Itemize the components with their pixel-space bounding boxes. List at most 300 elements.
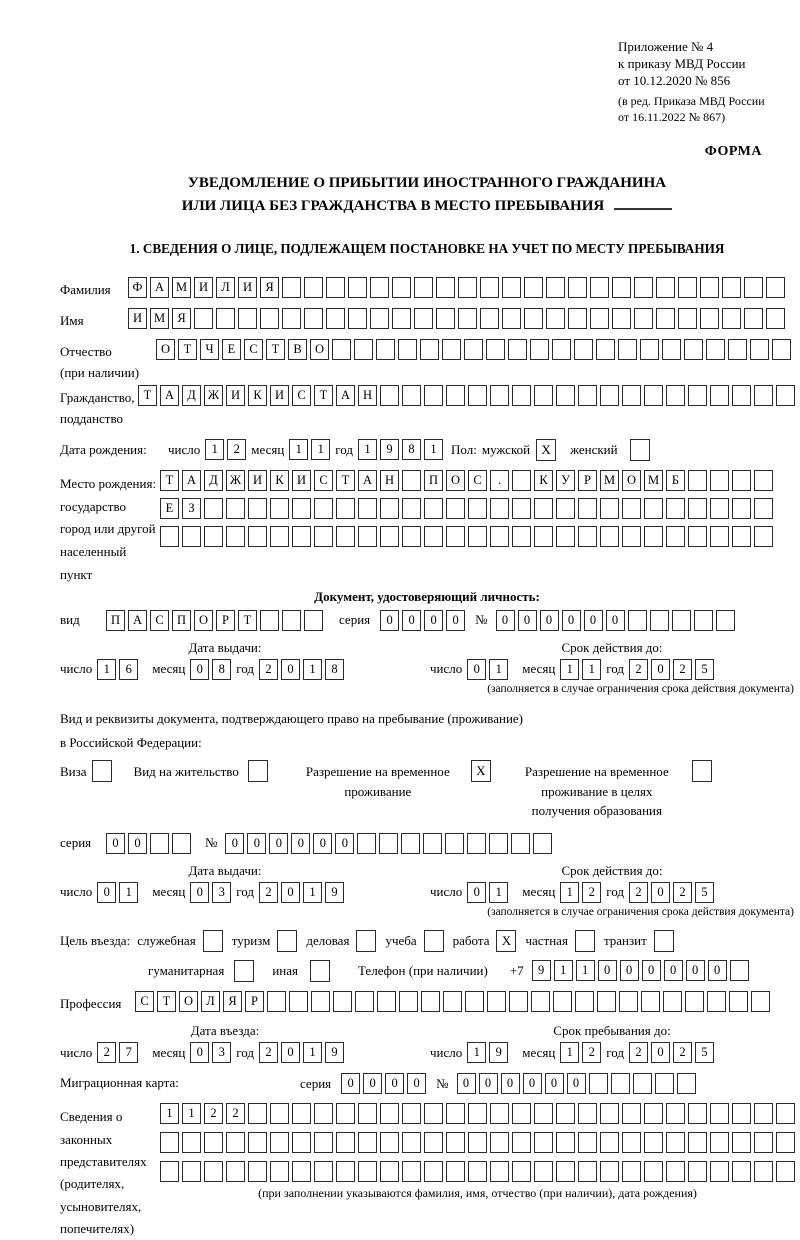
char-cell[interactable] [707, 991, 726, 1012]
char-cell[interactable] [292, 1161, 311, 1182]
char-cell[interactable] [194, 308, 213, 329]
char-cell[interactable]: 1 [560, 882, 579, 903]
char-cell[interactable]: 0 [190, 1042, 209, 1063]
char-cell[interactable]: 5 [695, 882, 714, 903]
char-cell[interactable] [512, 1132, 531, 1153]
char-cell[interactable] [534, 526, 553, 547]
char-cell[interactable] [622, 526, 641, 547]
char-cell[interactable] [182, 1161, 201, 1182]
char-cell[interactable]: Т [160, 470, 179, 491]
char-cell[interactable] [666, 498, 685, 519]
char-cell[interactable]: 0 [402, 610, 421, 631]
char-cell[interactable]: 0 [313, 833, 332, 854]
char-cell[interactable]: 5 [695, 1042, 714, 1063]
char-cell[interactable] [744, 308, 763, 329]
char-cell[interactable] [710, 470, 729, 491]
char-cell[interactable]: 2 [673, 659, 692, 680]
char-cell[interactable]: Я [223, 991, 242, 1012]
char-cell[interactable] [655, 1073, 674, 1094]
char-cell[interactable]: 5 [695, 659, 714, 680]
char-cell[interactable] [204, 1132, 223, 1153]
char-cell[interactable] [354, 339, 373, 360]
char-cell[interactable]: 2 [259, 659, 278, 680]
char-cell[interactable] [556, 526, 575, 547]
char-cell[interactable]: 2 [227, 439, 246, 460]
char-cell[interactable]: 0 [606, 610, 625, 631]
char-cell[interactable]: 0 [584, 610, 603, 631]
char-cell[interactable]: О [194, 610, 213, 631]
char-cell[interactable]: 0 [523, 1073, 542, 1094]
char-cell[interactable]: О [310, 339, 329, 360]
char-cell[interactable] [666, 1161, 685, 1182]
char-cell[interactable] [556, 1132, 575, 1153]
char-cell[interactable] [710, 526, 729, 547]
char-cell[interactable]: М [150, 308, 169, 329]
char-cell[interactable] [282, 610, 301, 631]
char-cell[interactable] [508, 339, 527, 360]
char-cell[interactable]: 0 [424, 610, 443, 631]
char-cell[interactable] [776, 1103, 795, 1124]
char-cell[interactable] [468, 385, 487, 406]
sex-female-checkbox[interactable] [630, 439, 650, 461]
char-cell[interactable] [622, 1132, 641, 1153]
char-cell[interactable] [618, 339, 637, 360]
char-cell[interactable]: Т [178, 339, 197, 360]
char-cell[interactable] [336, 526, 355, 547]
char-cell[interactable]: 1 [303, 1042, 322, 1063]
char-cell[interactable] [754, 470, 773, 491]
char-cell[interactable] [326, 277, 345, 298]
char-cell[interactable]: Я [172, 308, 191, 329]
char-cell[interactable] [684, 339, 703, 360]
char-cell[interactable] [628, 610, 647, 631]
char-cell[interactable] [480, 277, 499, 298]
char-cell[interactable]: 6 [119, 659, 138, 680]
char-cell[interactable] [424, 1132, 443, 1153]
char-cell[interactable] [575, 991, 594, 1012]
char-cell[interactable] [688, 1132, 707, 1153]
char-cell[interactable] [688, 1103, 707, 1124]
char-cell[interactable] [358, 498, 377, 519]
char-cell[interactable] [512, 470, 531, 491]
char-cell[interactable]: Е [160, 498, 179, 519]
char-cell[interactable] [304, 277, 323, 298]
char-cell[interactable] [688, 470, 707, 491]
char-cell[interactable]: 0 [190, 659, 209, 680]
char-cell[interactable]: 1 [560, 659, 579, 680]
char-cell[interactable]: С [314, 470, 333, 491]
char-cell[interactable] [590, 308, 609, 329]
char-cell[interactable] [732, 385, 751, 406]
char-cell[interactable] [534, 498, 553, 519]
char-cell[interactable]: 0 [545, 1073, 564, 1094]
char-cell[interactable]: П [424, 470, 443, 491]
char-cell[interactable] [490, 1103, 509, 1124]
char-cell[interactable] [578, 1103, 597, 1124]
char-cell[interactable]: 0 [281, 1042, 300, 1063]
char-cell[interactable] [436, 277, 455, 298]
char-cell[interactable]: 2 [629, 882, 648, 903]
char-cell[interactable] [776, 385, 795, 406]
char-cell[interactable] [355, 991, 374, 1012]
char-cell[interactable] [443, 991, 462, 1012]
char-cell[interactable] [531, 991, 550, 1012]
char-cell[interactable]: 1 [303, 659, 322, 680]
char-cell[interactable] [533, 833, 552, 854]
char-cell[interactable]: Я [260, 277, 279, 298]
char-cell[interactable]: Д [204, 470, 223, 491]
char-cell[interactable]: 0 [642, 960, 661, 981]
char-cell[interactable] [468, 1161, 487, 1182]
char-cell[interactable]: 1 [424, 439, 443, 460]
char-cell[interactable] [270, 1132, 289, 1153]
char-cell[interactable]: Н [380, 470, 399, 491]
char-cell[interactable]: 0 [567, 1073, 586, 1094]
char-cell[interactable] [710, 385, 729, 406]
purpose-study-checkbox[interactable] [424, 930, 444, 952]
char-cell[interactable] [688, 1161, 707, 1182]
char-cell[interactable]: 1 [303, 882, 322, 903]
char-cell[interactable]: 2 [259, 1042, 278, 1063]
char-cell[interactable] [511, 833, 530, 854]
char-cell[interactable] [260, 308, 279, 329]
char-cell[interactable] [622, 1103, 641, 1124]
char-cell[interactable]: А [160, 385, 179, 406]
char-cell[interactable]: Р [216, 610, 235, 631]
char-cell[interactable] [677, 1073, 696, 1094]
char-cell[interactable]: А [336, 385, 355, 406]
char-cell[interactable]: 3 [212, 1042, 231, 1063]
char-cell[interactable]: 1 [119, 882, 138, 903]
char-cell[interactable] [612, 308, 631, 329]
char-cell[interactable] [716, 610, 735, 631]
char-cell[interactable] [530, 339, 549, 360]
char-cell[interactable]: А [182, 470, 201, 491]
char-cell[interactable] [556, 1103, 575, 1124]
char-cell[interactable]: Р [578, 470, 597, 491]
visa-checkbox[interactable] [92, 760, 112, 782]
char-cell[interactable] [710, 1103, 729, 1124]
char-cell[interactable] [546, 308, 565, 329]
char-cell[interactable]: 0 [225, 833, 244, 854]
char-cell[interactable] [150, 833, 169, 854]
char-cell[interactable]: 0 [651, 882, 670, 903]
char-cell[interactable] [600, 385, 619, 406]
char-cell[interactable] [402, 1103, 421, 1124]
char-cell[interactable] [333, 991, 352, 1012]
char-cell[interactable] [644, 385, 663, 406]
char-cell[interactable] [700, 308, 719, 329]
char-cell[interactable] [486, 339, 505, 360]
purpose-private-checkbox[interactable] [575, 930, 595, 952]
char-cell[interactable] [248, 1132, 267, 1153]
temp-residence-education-checkbox[interactable] [692, 760, 712, 782]
char-cell[interactable]: 9 [489, 1042, 508, 1063]
char-cell[interactable] [754, 1103, 773, 1124]
char-cell[interactable] [348, 277, 367, 298]
char-cell[interactable] [710, 1132, 729, 1153]
char-cell[interactable]: 2 [97, 1042, 116, 1063]
char-cell[interactable]: 9 [532, 960, 551, 981]
char-cell[interactable]: 8 [402, 439, 421, 460]
char-cell[interactable]: В [288, 339, 307, 360]
char-cell[interactable] [442, 339, 461, 360]
char-cell[interactable] [502, 308, 521, 329]
char-cell[interactable]: 2 [673, 1042, 692, 1063]
char-cell[interactable] [722, 308, 741, 329]
char-cell[interactable] [546, 277, 565, 298]
char-cell[interactable]: 1 [467, 1042, 486, 1063]
char-cell[interactable] [182, 526, 201, 547]
char-cell[interactable]: Е [222, 339, 241, 360]
char-cell[interactable] [464, 339, 483, 360]
char-cell[interactable] [666, 385, 685, 406]
char-cell[interactable] [644, 498, 663, 519]
char-cell[interactable]: О [179, 991, 198, 1012]
char-cell[interactable]: 0 [479, 1073, 498, 1094]
char-cell[interactable]: С [244, 339, 263, 360]
char-cell[interactable] [314, 1161, 333, 1182]
char-cell[interactable]: И [248, 470, 267, 491]
char-cell[interactable] [619, 991, 638, 1012]
char-cell[interactable] [468, 498, 487, 519]
char-cell[interactable] [332, 339, 351, 360]
char-cell[interactable]: 2 [673, 882, 692, 903]
char-cell[interactable]: 0 [467, 659, 486, 680]
char-cell[interactable]: 0 [97, 882, 116, 903]
char-cell[interactable]: И [270, 385, 289, 406]
char-cell[interactable] [260, 610, 279, 631]
purpose-other-checkbox[interactable] [310, 960, 330, 982]
char-cell[interactable] [666, 526, 685, 547]
char-cell[interactable]: 2 [226, 1103, 245, 1124]
char-cell[interactable]: 0 [335, 833, 354, 854]
char-cell[interactable] [600, 526, 619, 547]
char-cell[interactable] [304, 610, 323, 631]
char-cell[interactable] [398, 339, 417, 360]
char-cell[interactable]: Н [358, 385, 377, 406]
char-cell[interactable] [414, 308, 433, 329]
char-cell[interactable] [402, 1132, 421, 1153]
char-cell[interactable] [314, 1132, 333, 1153]
char-cell[interactable] [399, 991, 418, 1012]
char-cell[interactable] [490, 385, 509, 406]
char-cell[interactable] [644, 1103, 663, 1124]
char-cell[interactable]: О [446, 470, 465, 491]
char-cell[interactable] [458, 277, 477, 298]
char-cell[interactable]: И [194, 277, 213, 298]
sex-male-checkbox[interactable]: X [536, 439, 556, 461]
char-cell[interactable]: К [248, 385, 267, 406]
char-cell[interactable] [160, 1132, 179, 1153]
char-cell[interactable] [248, 1103, 267, 1124]
char-cell[interactable]: 1 [582, 659, 601, 680]
char-cell[interactable]: 0 [708, 960, 727, 981]
char-cell[interactable] [656, 308, 675, 329]
char-cell[interactable]: 1 [289, 439, 308, 460]
char-cell[interactable] [553, 991, 572, 1012]
char-cell[interactable] [512, 498, 531, 519]
char-cell[interactable]: С [292, 385, 311, 406]
char-cell[interactable] [402, 1161, 421, 1182]
char-cell[interactable]: 3 [212, 882, 231, 903]
char-cell[interactable]: 8 [325, 659, 344, 680]
char-cell[interactable]: К [534, 470, 553, 491]
char-cell[interactable] [650, 610, 669, 631]
char-cell[interactable]: 0 [247, 833, 266, 854]
char-cell[interactable]: 1 [554, 960, 573, 981]
char-cell[interactable] [446, 1161, 465, 1182]
char-cell[interactable]: И [292, 470, 311, 491]
char-cell[interactable]: 1 [205, 439, 224, 460]
char-cell[interactable] [634, 308, 653, 329]
char-cell[interactable] [380, 1161, 399, 1182]
char-cell[interactable]: О [622, 470, 641, 491]
char-cell[interactable]: 0 [385, 1073, 404, 1094]
purpose-business-checkbox[interactable] [356, 930, 376, 952]
char-cell[interactable] [754, 1161, 773, 1182]
char-cell[interactable] [336, 1103, 355, 1124]
char-cell[interactable]: 0 [651, 1042, 670, 1063]
char-cell[interactable] [380, 1103, 399, 1124]
char-cell[interactable] [568, 308, 587, 329]
char-cell[interactable] [644, 1132, 663, 1153]
char-cell[interactable]: М [644, 470, 663, 491]
char-cell[interactable] [744, 277, 763, 298]
char-cell[interactable]: Ф [128, 277, 147, 298]
char-cell[interactable]: 0 [380, 610, 399, 631]
char-cell[interactable]: 1 [160, 1103, 179, 1124]
char-cell[interactable] [600, 498, 619, 519]
char-cell[interactable] [204, 1161, 223, 1182]
char-cell[interactable]: 1 [560, 1042, 579, 1063]
char-cell[interactable] [446, 498, 465, 519]
char-cell[interactable]: М [172, 277, 191, 298]
char-cell[interactable]: И [226, 385, 245, 406]
char-cell[interactable] [480, 308, 499, 329]
char-cell[interactable]: Т [314, 385, 333, 406]
char-cell[interactable] [641, 991, 660, 1012]
char-cell[interactable] [160, 1161, 179, 1182]
char-cell[interactable] [509, 991, 528, 1012]
char-cell[interactable]: 0 [190, 882, 209, 903]
char-cell[interactable] [392, 308, 411, 329]
char-cell[interactable] [490, 1161, 509, 1182]
char-cell[interactable] [750, 339, 769, 360]
char-cell[interactable]: М [600, 470, 619, 491]
char-cell[interactable] [304, 308, 323, 329]
char-cell[interactable] [578, 385, 597, 406]
char-cell[interactable] [392, 277, 411, 298]
char-cell[interactable]: 0 [501, 1073, 520, 1094]
char-cell[interactable]: О [156, 339, 175, 360]
char-cell[interactable] [666, 1132, 685, 1153]
char-cell[interactable] [380, 385, 399, 406]
char-cell[interactable] [248, 498, 267, 519]
char-cell[interactable] [524, 277, 543, 298]
char-cell[interactable]: Д [182, 385, 201, 406]
char-cell[interactable] [600, 1103, 619, 1124]
char-cell[interactable]: 0 [341, 1073, 360, 1094]
char-cell[interactable] [754, 526, 773, 547]
char-cell[interactable] [766, 277, 785, 298]
char-cell[interactable] [358, 1161, 377, 1182]
char-cell[interactable] [678, 308, 697, 329]
char-cell[interactable] [663, 991, 682, 1012]
char-cell[interactable]: Ж [226, 470, 245, 491]
char-cell[interactable] [487, 991, 506, 1012]
char-cell[interactable] [512, 385, 531, 406]
char-cell[interactable] [226, 1132, 245, 1153]
char-cell[interactable] [380, 498, 399, 519]
char-cell[interactable] [776, 1132, 795, 1153]
char-cell[interactable] [436, 308, 455, 329]
char-cell[interactable] [772, 339, 791, 360]
char-cell[interactable] [534, 385, 553, 406]
char-cell[interactable] [267, 991, 286, 1012]
char-cell[interactable] [578, 1161, 597, 1182]
char-cell[interactable] [489, 833, 508, 854]
char-cell[interactable]: П [172, 610, 191, 631]
char-cell[interactable] [376, 339, 395, 360]
char-cell[interactable] [465, 991, 484, 1012]
char-cell[interactable] [468, 1103, 487, 1124]
char-cell[interactable] [314, 498, 333, 519]
char-cell[interactable]: 0 [291, 833, 310, 854]
char-cell[interactable]: Т [138, 385, 157, 406]
char-cell[interactable] [402, 385, 421, 406]
char-cell[interactable]: 0 [457, 1073, 476, 1094]
purpose-humanitarian-checkbox[interactable] [234, 960, 254, 982]
char-cell[interactable] [248, 526, 267, 547]
char-cell[interactable] [688, 498, 707, 519]
char-cell[interactable] [751, 991, 770, 1012]
char-cell[interactable]: 8 [212, 659, 231, 680]
char-cell[interactable] [666, 1103, 685, 1124]
char-cell[interactable] [502, 277, 521, 298]
char-cell[interactable]: Т [336, 470, 355, 491]
char-cell[interactable]: У [556, 470, 575, 491]
char-cell[interactable] [700, 277, 719, 298]
char-cell[interactable] [732, 1161, 751, 1182]
char-cell[interactable]: 1 [311, 439, 330, 460]
char-cell[interactable]: 2 [204, 1103, 223, 1124]
char-cell[interactable]: 0 [281, 882, 300, 903]
char-cell[interactable] [311, 991, 330, 1012]
char-cell[interactable] [446, 1132, 465, 1153]
char-cell[interactable]: 0 [467, 882, 486, 903]
char-cell[interactable] [446, 526, 465, 547]
char-cell[interactable]: 2 [629, 1042, 648, 1063]
char-cell[interactable] [458, 308, 477, 329]
char-cell[interactable]: С [135, 991, 154, 1012]
char-cell[interactable] [336, 498, 355, 519]
char-cell[interactable]: 0 [446, 610, 465, 631]
char-cell[interactable] [270, 526, 289, 547]
char-cell[interactable] [421, 991, 440, 1012]
purpose-transit-checkbox[interactable] [654, 930, 674, 952]
char-cell[interactable] [172, 833, 191, 854]
char-cell[interactable]: 0 [496, 610, 515, 631]
char-cell[interactable] [402, 526, 421, 547]
char-cell[interactable]: 7 [119, 1042, 138, 1063]
char-cell[interactable]: 0 [269, 833, 288, 854]
char-cell[interactable] [578, 1132, 597, 1153]
char-cell[interactable] [358, 1103, 377, 1124]
char-cell[interactable] [380, 1132, 399, 1153]
char-cell[interactable] [678, 277, 697, 298]
char-cell[interactable] [282, 277, 301, 298]
